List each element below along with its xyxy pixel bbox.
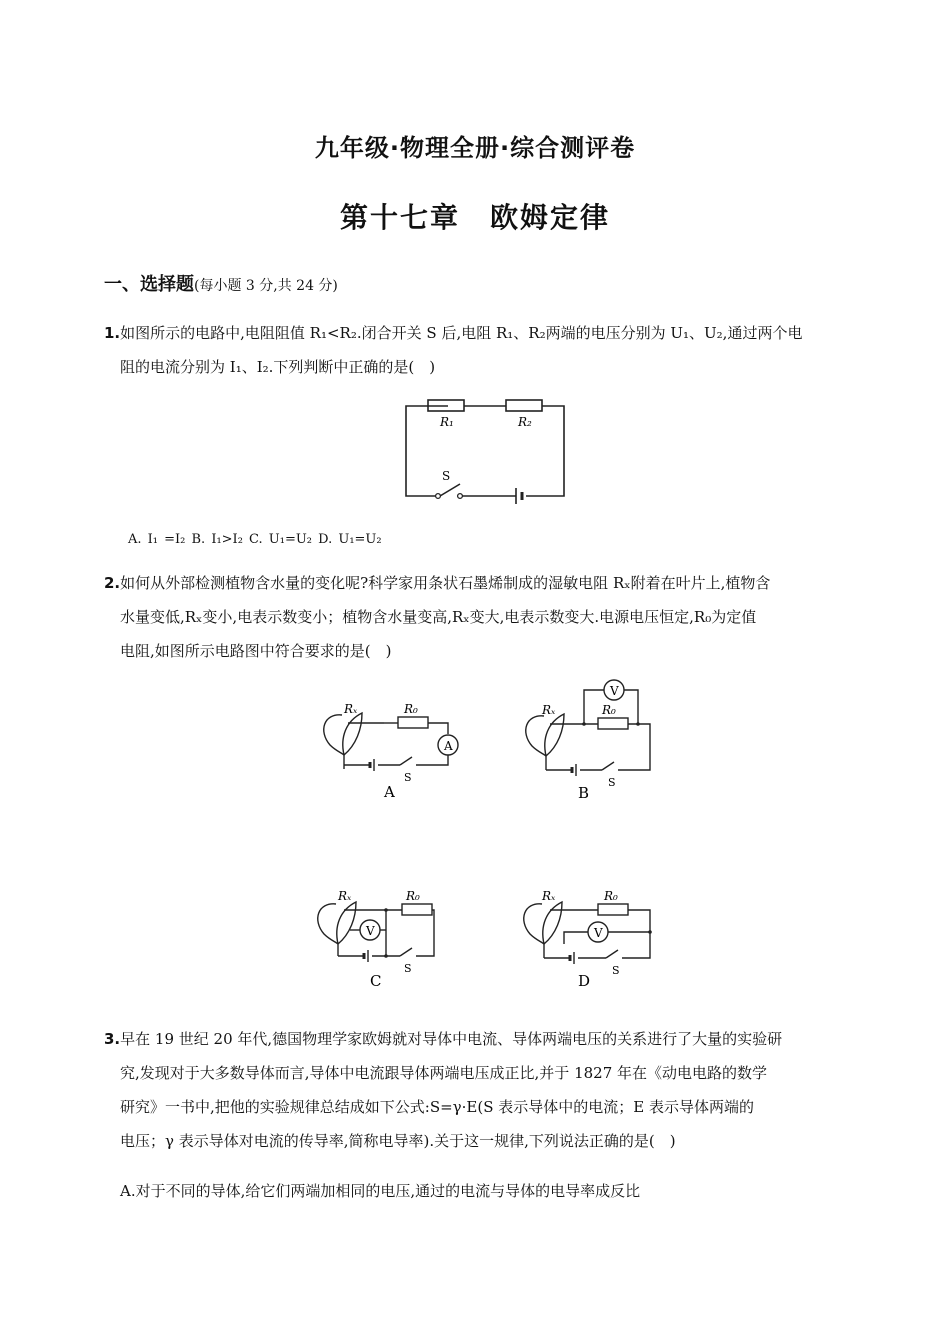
question-number: 3. [104,1030,121,1048]
label-r0: R₀ [406,889,420,903]
question-1 [104,316,849,384]
caption-b: B [578,784,590,802]
label-r0: R₀ [602,703,616,717]
question-text: 水量变低,Rₓ变小,电表示数变小；植物含水量变高,Rₓ变大,电表示数变大.电源电压恒定,R₀为定值 [120,608,757,626]
label-rx: Rₓ [542,703,556,717]
chapter-title: 第十七章 欧姆定律 [339,201,610,234]
question-text: 电压；γ 表示导体对电流的传导率,简称电导率).关于这一规律,下列说法正确的是( ) [120,1132,676,1150]
question-text: 早在 19 世纪 20 年代,德国物理学家欧姆就对导体中电流、导体两端电压的关系进行了大量的实验研 [120,1030,783,1048]
section-label: 一、选择题 [104,274,194,295]
label-r0: R₀ [604,889,618,903]
label-s: S [442,469,451,483]
section-note: (每小题 3 分,共 24 分) [194,278,338,294]
figure-q1-circuit [400,392,580,510]
resistor-r2 [506,400,542,411]
switch [440,484,460,496]
question-text: 如何从外部检测植物含水量的变化呢?科学家用条状石墨烯制成的湿敏电阻 Rₓ附着在叶片上,植物含 [120,574,771,592]
label-s: S [608,776,616,789]
question-number: 2. [104,574,121,592]
label-rx: Rₓ [542,889,556,903]
label-s: S [404,771,412,784]
switch [400,757,412,765]
label-s: S [404,962,412,975]
label-voltmeter: V [594,926,603,940]
figure-q2-option-b [514,676,674,806]
question-text: 阻的电流分别为 I₁、I₂.下列判断中正确的是( ) [120,358,436,376]
figure-q2-option-c [306,884,466,994]
label-r0: R₀ [404,702,418,716]
caption-d: D [578,972,591,990]
question-number: 1. [104,324,121,342]
switch [400,948,412,956]
figure-q2-option-d [512,884,672,994]
question-3-option-a: A.对于不同的导体,给它们两端加相同的电压,通过的电流与导体的电导率成反比 [120,1182,641,1200]
question-text: 研究》一书中,把他的实验规律总结成如下公式:S=γ·E(S 表示导体中的电流；E 表示导体两端的 [120,1098,754,1116]
section-heading [104,270,338,296]
question-text: 究,发现对于大多数导体而言,导体中电流跟导体两端电压成正比,并于 1827 年在《动电电路的数学 [120,1064,768,1082]
question-1-options: A. I₁ =I₂ B. I₁>I₂ C. U₁=U₂ D. U₁=U₂ [128,532,382,547]
caption-a: A [384,783,395,801]
label-voltmeter: V [366,924,375,938]
question-3 [104,1022,849,1158]
question-2 [104,566,849,668]
label-s: S [612,964,620,977]
question-text: 电阻,如图所示电路图中符合要求的是( ) [120,642,392,660]
label-ammeter: A [444,739,453,753]
label-voltmeter: V [610,684,619,698]
switch [602,762,614,770]
switch [606,950,618,958]
caption-c: C [370,972,382,990]
label-rx: Rₓ [338,889,352,903]
label-r1: R₁ [440,415,454,429]
label-rx: Rₓ [344,702,358,716]
label-r2: R₂ [518,415,532,429]
paper-title: 九年级·物理全册·综合测评卷 [314,134,636,162]
question-text: 如图所示的电路中,电阻阻值 R₁<R₂.闭合开关 S 后,电阻 R₁、R₂两端的电压分别为 U₁、U₂,通过两个电 [120,324,803,342]
figure-q2-option-a [312,695,472,805]
